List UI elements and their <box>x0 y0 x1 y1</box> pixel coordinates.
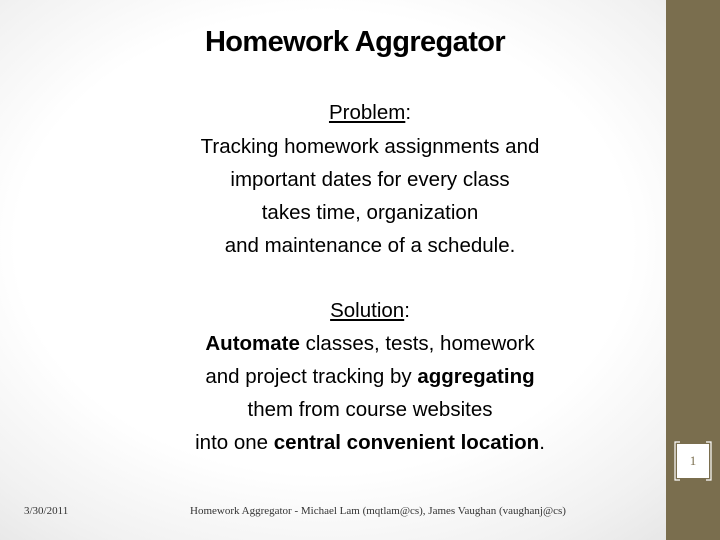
footer-date: 3/30/2011 <box>24 505 69 517</box>
problem-heading-line <box>0 101 720 125</box>
aggregating-emphasis: aggregating <box>417 365 535 388</box>
page-number: 1 <box>689 453 697 468</box>
problem-heading: Problem <box>328 101 406 124</box>
problem-line-2: important dates for every class <box>230 168 510 191</box>
solution-colon: : <box>404 299 410 322</box>
solution-heading: Solution <box>330 299 405 322</box>
slide-title: Homework Aggregator <box>204 26 506 58</box>
central-location-emphasis: central convenient location <box>273 431 540 454</box>
solution-line-2 <box>0 365 720 389</box>
solution-line-3: them from course websites <box>247 398 493 421</box>
solution-heading-line <box>0 299 720 323</box>
problem-line-1: Tracking homework assignments and <box>200 135 540 158</box>
problem-line-3: takes time, organization <box>261 201 479 224</box>
solution-line-2-pre: and project tracking by <box>205 365 418 388</box>
page-number-badge <box>672 439 714 483</box>
solution-line-1-rest: classes, tests, homework <box>299 332 535 355</box>
automate-emphasis: Automate <box>205 332 300 355</box>
solution-line-4-pre: into one <box>195 431 274 454</box>
problem-colon: : <box>405 101 412 124</box>
solution-line-1 <box>0 332 720 356</box>
solution-line-4 <box>0 431 720 455</box>
problem-line-4: and maintenance of a schedule. <box>224 234 516 257</box>
footer-text: Homework Aggregator - Michael Lam (mqtlam@cs), James Vaughan (vaughanj@cs) <box>190 505 566 517</box>
solution-line-4-post: . <box>539 431 545 454</box>
